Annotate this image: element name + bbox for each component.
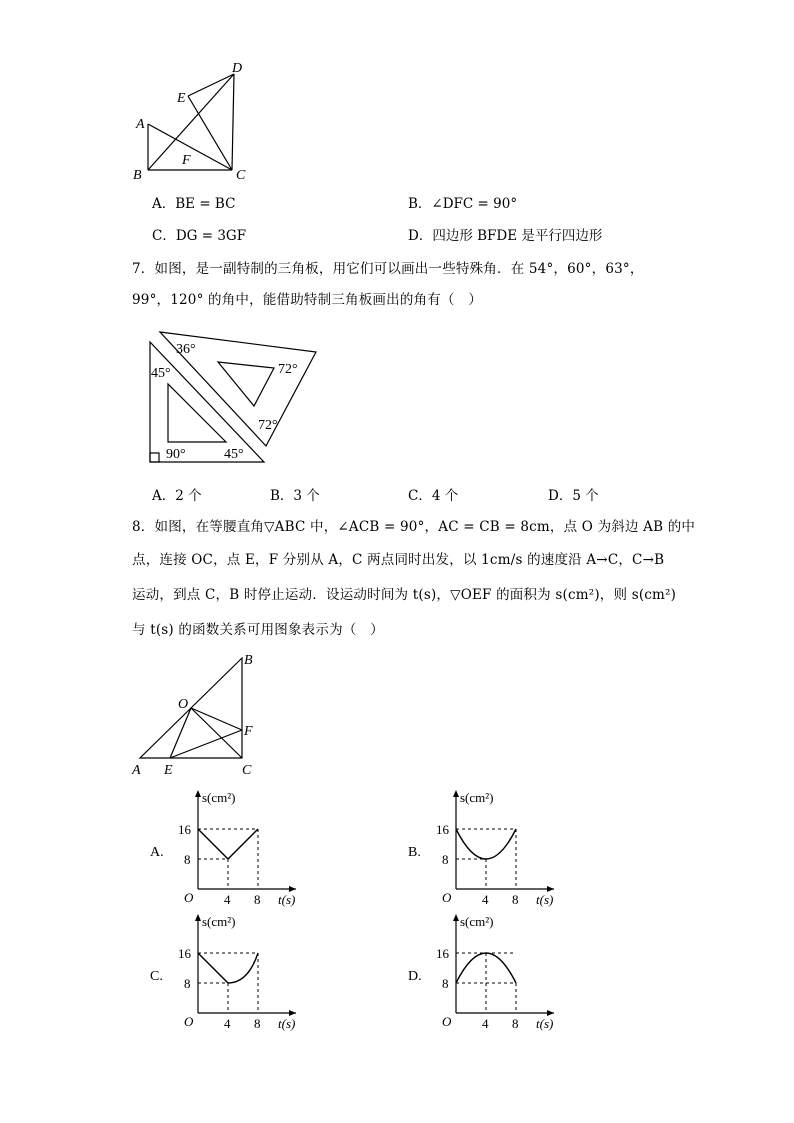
q6-option-c[interactable]: C．DG = 3GF bbox=[152, 228, 247, 244]
graph-d-xtick-8: 8 bbox=[512, 1016, 519, 1031]
graph-a-ylabel: s(cm²) bbox=[202, 790, 236, 805]
graph-c-option-label: C. bbox=[150, 969, 163, 984]
graph-d-xlabel: t(s) bbox=[536, 1016, 554, 1031]
q7-label-90: 90° bbox=[166, 447, 186, 462]
graph-a-option-label: A. bbox=[150, 845, 164, 860]
graph-b-ylabel: s(cm²) bbox=[460, 790, 494, 805]
q7-option-b[interactable]: B．3 个 bbox=[270, 488, 320, 504]
graph-a-ytick-16: 16 bbox=[178, 822, 191, 837]
fig8-label-o: O bbox=[178, 697, 189, 712]
q8-stem-line-4: 与 t(s) 的函数关系可用图象表示为（ ） bbox=[132, 622, 384, 638]
q6-option-a[interactable]: A．BE = BC bbox=[152, 196, 236, 212]
graph-c-xtick-4: 4 bbox=[224, 1016, 231, 1031]
graph-c-xtick-8: 8 bbox=[254, 1016, 261, 1031]
fig8-label-a: A bbox=[132, 763, 141, 778]
graph-d-ylabel: s(cm²) bbox=[460, 914, 494, 929]
graph-b-ytick-8: 8 bbox=[442, 852, 449, 867]
graph-b-xtick-8: 8 bbox=[512, 892, 519, 907]
graph-b-xtick-4: 4 bbox=[482, 892, 489, 907]
fig6-label-a: A bbox=[136, 117, 145, 132]
graph-d-xtick-4: 4 bbox=[482, 1016, 489, 1031]
q6-option-d[interactable]: D．四边形 BFDE 是平行四边形 bbox=[408, 228, 603, 244]
q7-label-72-top: 72° bbox=[278, 362, 298, 377]
fig8-label-f: F bbox=[244, 724, 253, 739]
fig8-label-b: B bbox=[244, 653, 253, 668]
graph-d-origin: O bbox=[442, 1014, 452, 1029]
graph-c-origin: O bbox=[184, 1014, 194, 1029]
q8-graph-c[interactable] bbox=[148, 910, 318, 1032]
fig6-label-c: C bbox=[236, 168, 246, 183]
fig6-label-f: F bbox=[182, 153, 191, 168]
q7-figure bbox=[146, 326, 324, 468]
fig6-label-e: E bbox=[177, 91, 186, 106]
q6-option-b[interactable]: B．∠DFC = 90° bbox=[408, 196, 518, 212]
fig6-label-b: B bbox=[133, 168, 142, 183]
graph-a-xtick-4: 4 bbox=[224, 892, 231, 907]
q7-label-36: 36° bbox=[176, 342, 196, 357]
q7-option-c[interactable]: C．4 个 bbox=[408, 488, 459, 504]
q6-figure bbox=[128, 58, 258, 186]
q8-stem-line-3: 运动，到点 C，B 时停止运动．设运动时间为 t(s)，▽OEF 的面积为 s(cm²)，则 s(cm²) bbox=[132, 587, 677, 603]
graph-d-ytick-8: 8 bbox=[442, 976, 449, 991]
q7-label-45-bottom: 45° bbox=[224, 447, 244, 462]
graph-a-ytick-8: 8 bbox=[184, 852, 191, 867]
fig8-label-c: C bbox=[242, 763, 252, 778]
graph-c-ytick-16: 16 bbox=[178, 946, 191, 961]
graph-d-option-label: D. bbox=[408, 969, 422, 984]
fig8-label-e: E bbox=[164, 763, 173, 778]
graph-a-origin: O bbox=[184, 890, 194, 905]
q7-option-a[interactable]: A．2 个 bbox=[152, 488, 202, 504]
q7-label-72-bottom: 72° bbox=[258, 418, 278, 433]
fig6-label-d: D bbox=[232, 61, 243, 76]
q8-stem-line-1: 8．如图，在等腰直角▽ABC 中，∠ACB = 90°，AC = CB = 8cm，点 O 为斜边 AB 的中 bbox=[132, 519, 696, 535]
q8-graph-a[interactable] bbox=[148, 786, 318, 908]
q8-graph-b[interactable] bbox=[406, 786, 576, 908]
q7-option-d[interactable]: D．5 个 bbox=[548, 488, 599, 504]
q7-stem-line-1: 7．如图，是一副特制的三角板，用它们可以画出一些特殊角．在 54°，60°，63°， bbox=[132, 261, 644, 277]
q8-stem-line-2: 点，连接 OC，点 E，F 分别从 A，C 两点同时出发，以 1cm/s 的速度沿 A→C，C→B bbox=[132, 552, 665, 568]
graph-a-xtick-8: 8 bbox=[254, 892, 261, 907]
graph-b-xlabel: t(s) bbox=[536, 892, 554, 907]
graph-b-option-label: B. bbox=[408, 845, 421, 860]
q8-graph-d[interactable] bbox=[406, 910, 576, 1032]
graph-c-ytick-8: 8 bbox=[184, 976, 191, 991]
graph-b-origin: O bbox=[442, 890, 452, 905]
q7-stem-line-2: 99°，120° 的角中，能借助特制三角板画出的角有（ ） bbox=[132, 292, 483, 308]
graph-c-xlabel: t(s) bbox=[278, 1016, 296, 1031]
graph-c-ylabel: s(cm²) bbox=[202, 914, 236, 929]
graph-b-ytick-16: 16 bbox=[436, 822, 449, 837]
graph-a-xlabel: t(s) bbox=[278, 892, 296, 907]
q7-label-45-left: 45° bbox=[151, 366, 171, 381]
q8-figure bbox=[130, 650, 260, 778]
graph-d-ytick-16: 16 bbox=[436, 946, 449, 961]
